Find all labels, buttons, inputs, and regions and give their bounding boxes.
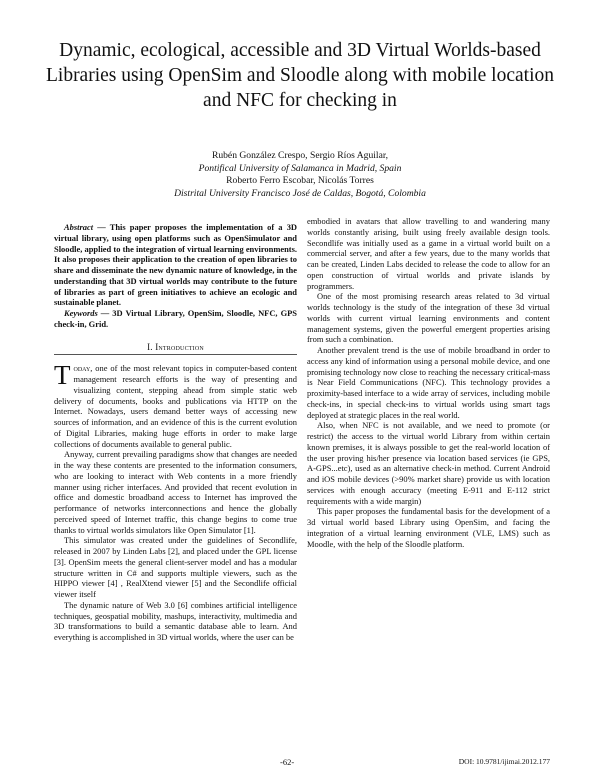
intro-paragraph-3: This simulator was created under the guidelines of Secondlife, released in 2007 by Linden Labs [2], and placed under the GPL license [3]. OpenSim meets the general client-server model and has a modular structure written in C# and supports multiple viewers, such as the HIPPO viewer [4] , RealXtend viewer [5] and the Secondlife official viewer itself — [54, 535, 297, 599]
abstract — [54, 222, 297, 308]
doi-label: DOI: 10.9781/ijimai.2012.177 — [458, 757, 550, 766]
left-column — [54, 222, 297, 643]
author-names-2: Roberto Ferro Escobar, Nicolás Torres — [226, 175, 374, 187]
section-divider — [54, 354, 297, 355]
intro-paragraph-2: Anyway, current prevailing paradigms show that changes are needed in the way these contents are presented to the information consumers, who are looking to interact with Web contents in a more friendly manner using richer interfaces. And provided that recent evolution in office and domestic broadband access to Internet has improved the performance of networks interconnections and hence the globally perceived speed of Internet traffic, this change begins to come true thanks to virtual worlds simulators like Open Simulator [1]. — [54, 449, 297, 535]
author-names-1: Rubén González Crespo, Sergio Ríos Aguilar, — [211, 150, 389, 161]
right-paragraph-3: Another prevalent trend is the use of mobile broadband in order to access any kind of information using a personal mobile device, and one promising technology now close to reaching the necessary critical-mass is Near Field Communications (NFC). This technology provides a proximity-based interface to a wide array of services, including mobile check-ins, in special check-ins to virtual worlds using smart tags deployed at strategic places in the real world. — [307, 345, 550, 420]
right-paragraph-1: embodied in avatars that allow travelling to and wandering many worlds constantly arising, built using freely available design tools. Secondlife was initially used as a game in a virtual world built on a commercial server, and after a few years, due to the many worlds that can be created, Linden Labs decided to release the code to allow for an open construction of virtual worlds and private islands by programmers. — [307, 216, 550, 291]
intro-first-word: oday — [73, 363, 91, 374]
intro-paragraph-4: The dynamic nature of Web 3.0 [6] combines artificial intelligence techniques, geospatial mobility, mashups, interactivity, multimedia and 3D transformations to build a semantic database able to learn. And everything is accomplished in 3D virtual worlds, where the user can be — [54, 599, 297, 642]
keywords — [54, 308, 297, 330]
section-number: I. — [147, 341, 153, 352]
right-paragraph-4: Also, when NFC is not available, and we need to promote (or restrict) the access to the virtual world Library from within certain known premises, it is always possible to get the real-world location of the user proving his/her presence via location based services (ie GPS, A-GPS...etc), used as an alternative check-in method. Current Android and iOS mobile devices (>90% market share) provide us with location services with enough accuracy (meeting E-911 and E-112 strict requirements with a wide margin) — [307, 420, 550, 506]
intro-paragraph-1 — [54, 360, 297, 449]
drop-cap: T — [54, 360, 71, 391]
right-paragraph-2: One of the most promising research areas related to 3d virtual worlds technology is the study of the integration of these 3d virtual worlds with current virtual learning environments and content management systems, given the powerful emergent properties arising from such a combination. — [307, 291, 550, 345]
section-title: Introduction — [155, 341, 204, 352]
right-paragraph-5: This paper proposes the fundamental basis for the development of a 3d virtual world based Library using OpenSim, and facing the integration of a virtual learning environment (VLE, LMS) such as Moodle, with the help of the Sloodle platform. — [307, 506, 550, 549]
author-affiliation-2: Distrital University Francisco José de Caldas, Bogotá, Colombia — [174, 187, 426, 199]
right-column — [307, 216, 550, 549]
page-number: -62- — [280, 757, 295, 767]
abstract-text: — This paper proposes the implementation of a 3D virtual library, using open platforms such as OpenSimulator and Sloodle, applied to the integration of virtual learning environments. It also proposes their application to the creation of open libraries to share and disseminate the new dynamic nature of knowledge, in the understanding that 3D virtual worlds may contribute to the future of libraries as part of green initiatives to achieve an ecologic and sustainable planet. — [54, 222, 297, 308]
keywords-lead: Keywords — [64, 308, 98, 318]
intro-paragraph-1-text: , one of the most relevant topics in computer-based content management research efforts is the way of presenting and visualizing content, stepping ahead from simple static web delivery of documents, books and publications via HTTP on the Internet. Nowadays, users demand better ways of accessing new sources of information, and an evidence of this is the current evolution of Digital Libraries, making huge efforts in order to make large collections of documents available to general public. — [54, 363, 297, 449]
author-affiliation-1: Pontifical University of Salamanca in Madrid, Spain — [198, 162, 402, 174]
keywords-text: — 3D Virtual Library, OpenSim, Sloodle, NFC, GPS check-in, Grid. — [54, 308, 297, 329]
section-heading — [54, 342, 297, 353]
author-block — [40, 150, 560, 200]
abstract-lead: Abstract — [64, 222, 94, 232]
paper-title: Dynamic, ecological, accessible and 3D Virtual Worlds-based Libraries using OpenSim and Sloodle along with mobile location and NFC for checking in — [45, 40, 554, 111]
